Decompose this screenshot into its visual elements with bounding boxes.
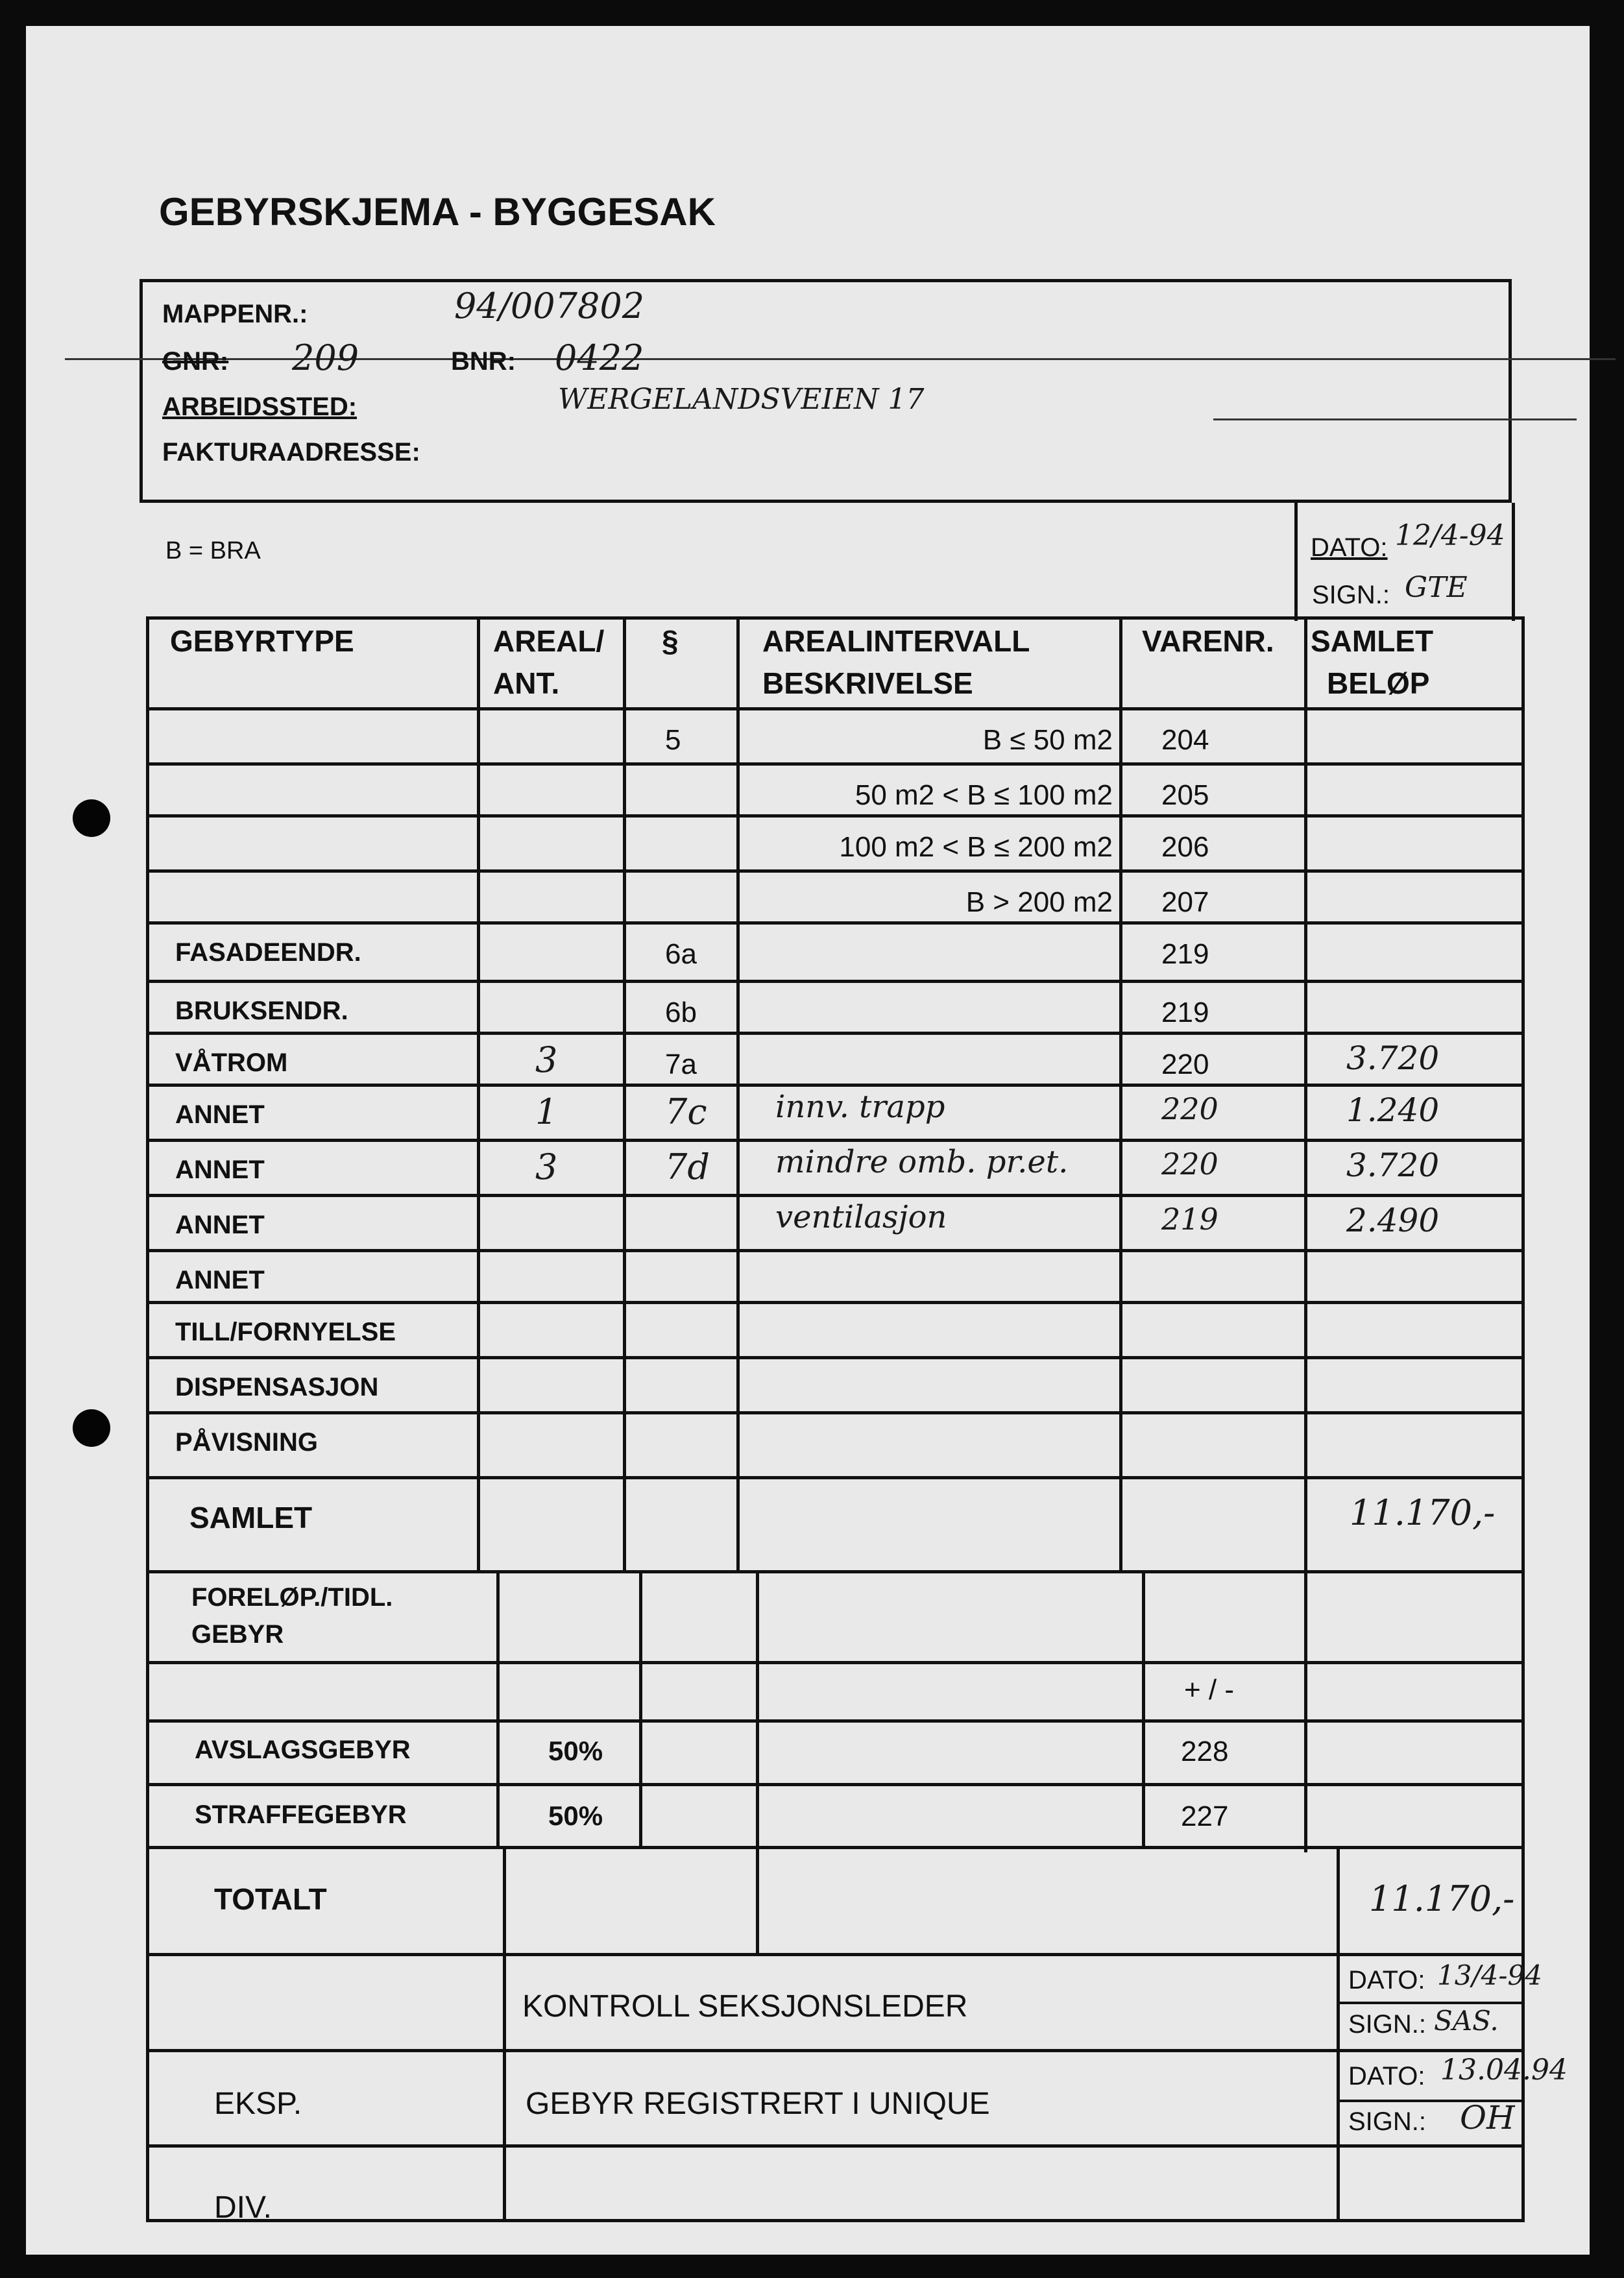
table-row-line — [149, 1032, 1521, 1035]
bnr-label: BNR: — [451, 347, 516, 376]
eksp-text: GEBYR REGISTRERT I UNIQUE — [526, 2087, 990, 2121]
eksp-sign-divider — [1337, 2100, 1525, 2102]
header-areal: AREAL/ — [493, 624, 605, 658]
kontroll-top-line — [149, 1953, 1521, 1956]
avslag-pct: 50% — [548, 1736, 603, 1766]
row-paragraph: 7c — [665, 1091, 707, 1132]
row-type: FASADEENDR. — [175, 938, 361, 967]
mappenr-label: MAPPENR.: — [162, 300, 308, 328]
straffe-pct: 50% — [548, 1800, 603, 1831]
header-arealintervall: AREALINTERVALL — [762, 624, 1030, 658]
row-varenr: 220 — [1161, 1091, 1218, 1126]
kontroll-label: KONTROLL SEKSJONSLEDER — [522, 1989, 968, 2024]
form-title: GEBYRSKJEMA - BYGGESAK — [159, 190, 716, 234]
row-varenr: 207 — [1161, 886, 1209, 918]
plusminus-top-line — [149, 1661, 1521, 1664]
col-line-par-lower — [756, 1570, 759, 1956]
avslag-varenr: 228 — [1181, 1736, 1229, 1767]
row-type: PÅVISNING — [175, 1428, 319, 1457]
forelop-label-2: GEBYR — [191, 1620, 284, 1649]
forelop-label-1: FORELØP./TIDL. — [191, 1583, 393, 1612]
totalt-label: TOTALT — [214, 1882, 327, 1916]
gnr-value: 209 — [292, 337, 359, 378]
row-belop: 3.720 — [1346, 1146, 1440, 1184]
col-line-areal-lower — [639, 1570, 642, 1846]
table-row-line — [149, 762, 1521, 766]
table-row-line — [149, 1194, 1521, 1197]
kontroll-sign-label: SIGN.: — [1348, 2010, 1427, 2039]
kontroll-sign-divider — [1337, 2002, 1525, 2004]
header-gebyrtype: GEBYRTYPE — [170, 624, 354, 658]
col-line-type-lower — [496, 1570, 500, 1846]
row-type: ANNET — [175, 1266, 265, 1294]
row-paragraph: 6b — [665, 997, 697, 1028]
header-belop: BELØP — [1327, 666, 1430, 700]
row-type: ANNET — [175, 1211, 265, 1239]
header-paragraph: § — [662, 624, 679, 658]
header-ant: ANT. — [493, 666, 560, 700]
div-label: DIV. — [214, 2190, 272, 2225]
totalt-top-line — [149, 1846, 1521, 1849]
table-row-line — [149, 814, 1521, 818]
datesign-divider — [1294, 503, 1298, 621]
row-paragraph: 6a — [665, 938, 697, 970]
eksp-top-line — [149, 2049, 1521, 2052]
punch-hole-upper — [73, 799, 110, 837]
eksp-sign-label: SIGN.: — [1348, 2107, 1427, 2136]
eksp-sign-value: OH — [1460, 2099, 1515, 2137]
table-row-line — [149, 1411, 1521, 1414]
header-varenr: VARENR. — [1142, 624, 1274, 658]
straffe-top-line — [149, 1783, 1521, 1786]
top-sign-value: GTE — [1405, 571, 1468, 604]
col-line-desc — [1119, 616, 1122, 1570]
kontroll-dato-value: 13/4-94 — [1437, 1959, 1542, 1991]
samlet-label: SAMLET — [189, 1501, 313, 1534]
row-type: TILL/FORNYELSE — [175, 1318, 396, 1346]
fax-artifact-line-2 — [1213, 418, 1577, 420]
row-type: ANNET — [175, 1100, 265, 1129]
row-areal: 3 — [535, 1039, 558, 1080]
row-paragraph: 5 — [665, 724, 681, 756]
row-arealintervall: 100 m2 < B ≤ 200 m2 — [839, 831, 1113, 863]
arbeidssted-value: WERGELANDSVEIEN 17 — [558, 383, 925, 416]
top-dato-value: 12/4-94 — [1395, 519, 1505, 552]
arbeidssted-label: ARBEIDSSTED: — [162, 393, 358, 421]
col-line-varenr — [1304, 616, 1307, 1852]
mappenr-value: 94/007802 — [454, 285, 645, 326]
row-varenr: 219 — [1161, 997, 1209, 1028]
datesign-right — [1512, 503, 1515, 621]
col-line-type — [477, 616, 480, 1573]
samlet-top-line — [149, 1476, 1521, 1479]
row-paragraph: 7d — [665, 1146, 710, 1187]
top-sign-label: SIGN.: — [1312, 581, 1390, 609]
col-line-areal — [623, 616, 626, 1573]
kontroll-sign-value: SAS. — [1434, 2005, 1499, 2037]
row-paragraph: 7a — [665, 1048, 697, 1080]
plus-minus: + / - — [1184, 1674, 1235, 1706]
row-arealintervall: B > 200 m2 — [965, 886, 1113, 918]
punch-hole-lower — [73, 1409, 110, 1447]
table-row-line — [149, 1084, 1521, 1087]
row-belop: 1.240 — [1346, 1091, 1440, 1129]
table-row-line — [149, 1249, 1521, 1252]
col-line-totalt-1 — [503, 1846, 506, 2222]
row-arealintervall: B ≤ 50 m2 — [982, 724, 1113, 756]
row-varenr: 206 — [1161, 831, 1209, 863]
table-row-line — [149, 921, 1521, 925]
row-type: VÅTROM — [175, 1048, 288, 1077]
eksp-label: EKSP. — [214, 2087, 302, 2121]
col-line-totalt-2 — [1337, 1846, 1340, 2222]
row-belop: 2.490 — [1346, 1202, 1440, 1239]
row-arealintervall: 50 m2 < B ≤ 100 m2 — [854, 779, 1113, 811]
col-line-desc-lower — [1142, 1570, 1145, 1846]
forelop-top-line — [149, 1570, 1521, 1573]
header-samlet: SAMLET — [1311, 624, 1434, 658]
table-row-line — [149, 1139, 1521, 1142]
row-varenr: 219 — [1161, 1202, 1218, 1237]
straffe-varenr: 227 — [1181, 1800, 1229, 1832]
row-varenr: 219 — [1161, 938, 1209, 970]
row-varenr: 204 — [1161, 724, 1209, 756]
row-belop: 3.720 — [1346, 1039, 1440, 1077]
row-varenr: 220 — [1161, 1146, 1218, 1181]
row-type: ANNET — [175, 1156, 265, 1184]
gnr-label: GNR: — [162, 347, 229, 376]
bnr-value: 0422 — [555, 337, 644, 378]
row-type: DISPENSASJON — [175, 1373, 379, 1401]
table-row-line — [149, 869, 1521, 873]
legend-b-bra: B = BRA — [165, 537, 261, 564]
table-row-line — [149, 1356, 1521, 1359]
row-beskrivelse: innv. trapp — [775, 1089, 945, 1125]
row-type: BRUKSENDR. — [175, 997, 348, 1025]
row-areal: 3 — [535, 1146, 558, 1187]
row-beskrivelse: mindre omb. pr.et. — [775, 1144, 1069, 1180]
row-varenr: 205 — [1161, 779, 1209, 811]
row-varenr: 220 — [1161, 1048, 1209, 1080]
kontroll-dato-label: DATO: — [1348, 1966, 1425, 1994]
straffe-label: STRAFFEGEBYR — [195, 1800, 407, 1829]
header-beskrivelse: BESKRIVELSE — [762, 666, 973, 700]
col-line-par — [736, 616, 740, 1573]
table-row-line — [149, 1301, 1521, 1304]
samlet-value: 11.170,- — [1350, 1492, 1496, 1533]
avslag-label: AVSLAGSGEBYR — [195, 1736, 411, 1764]
table-row-line — [149, 980, 1521, 983]
row-beskrivelse: ventilasjon — [775, 1199, 947, 1235]
fee-table — [146, 616, 1525, 2222]
eksp-dato-label: DATO: — [1348, 2062, 1425, 2090]
header-bottom-line — [149, 707, 1521, 710]
fakturaadresse-label: FAKTURAADRESSE: — [162, 438, 420, 467]
totalt-value: 11.170,- — [1369, 1878, 1515, 1919]
avslag-top-line — [149, 1719, 1521, 1723]
div-top-line — [149, 2144, 1521, 2148]
row-areal: 1 — [535, 1091, 558, 1132]
eksp-dato-value: 13.04.94 — [1440, 2054, 1568, 2087]
top-dato-label: DATO: — [1311, 533, 1388, 562]
